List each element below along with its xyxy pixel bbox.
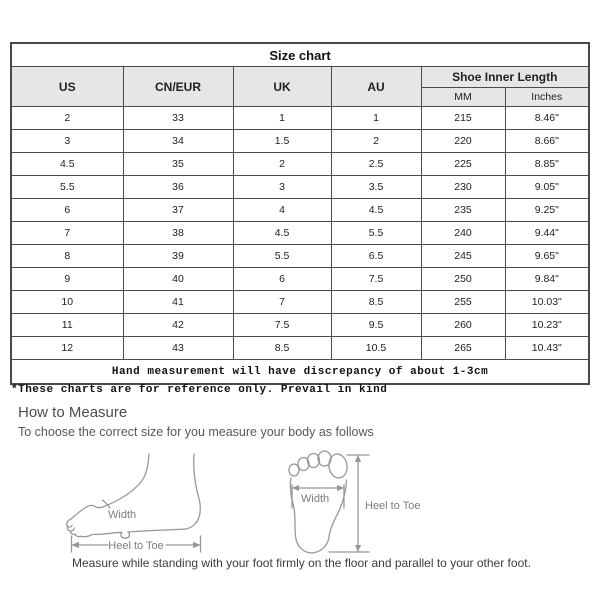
column-header-mm: MM bbox=[421, 88, 505, 107]
size-cell: 235 bbox=[421, 199, 505, 222]
size-cell: 7 bbox=[11, 222, 123, 245]
size-cell: 8.5 bbox=[233, 337, 331, 360]
column-header-inches: Inches bbox=[505, 88, 589, 107]
size-cell: 265 bbox=[421, 337, 505, 360]
how-to-measure-subtitle: To choose the correct size for you measure your body as follows bbox=[18, 425, 374, 439]
size-cell: 10.5 bbox=[331, 337, 421, 360]
size-cell: 5.5 bbox=[331, 222, 421, 245]
table-header-row bbox=[11, 67, 589, 88]
table-row bbox=[11, 337, 589, 360]
table-row bbox=[11, 268, 589, 291]
size-cell: 4.5 bbox=[331, 199, 421, 222]
size-cell: 39 bbox=[123, 245, 233, 268]
table-footer-note: Hand measurement will have discrepancy of about 1-3cm bbox=[11, 360, 589, 385]
size-cell: 43 bbox=[123, 337, 233, 360]
size-cell: 1 bbox=[233, 107, 331, 130]
size-cell: 2 bbox=[331, 130, 421, 153]
size-cell: 6.5 bbox=[331, 245, 421, 268]
size-cell: 9.65" bbox=[505, 245, 589, 268]
top-length-label: Heel to Toe bbox=[365, 500, 421, 512]
size-cell: 225 bbox=[421, 153, 505, 176]
size-cell: 260 bbox=[421, 314, 505, 337]
size-cell: 1 bbox=[331, 107, 421, 130]
column-header-cneur: CN/EUR bbox=[123, 67, 233, 107]
table-row bbox=[11, 245, 589, 268]
size-cell: 240 bbox=[421, 222, 505, 245]
measure-caption: Measure while standing with your foot firmly on the floor and parallel to your other foot. bbox=[72, 556, 531, 570]
size-cell: 35 bbox=[123, 153, 233, 176]
size-cell: 255 bbox=[421, 291, 505, 314]
table-title: Size chart bbox=[11, 43, 589, 67]
size-cell: 38 bbox=[123, 222, 233, 245]
size-cell: 220 bbox=[421, 130, 505, 153]
size-cell: 40 bbox=[123, 268, 233, 291]
size-cell: 5.5 bbox=[233, 245, 331, 268]
size-cell: 9.5 bbox=[331, 314, 421, 337]
size-cell: 33 bbox=[123, 107, 233, 130]
size-cell: 5.5 bbox=[11, 176, 123, 199]
width-arrowhead-left bbox=[292, 485, 299, 491]
size-cell: 41 bbox=[123, 291, 233, 314]
column-header-inner-length: Shoe Inner Length bbox=[421, 67, 589, 88]
size-cell: 8.5 bbox=[331, 291, 421, 314]
column-header-au: AU bbox=[331, 67, 421, 107]
length-arrowhead-top bbox=[355, 455, 361, 462]
size-cell: 12 bbox=[11, 337, 123, 360]
size-cell: 37 bbox=[123, 199, 233, 222]
size-cell: 9.44" bbox=[505, 222, 589, 245]
size-cell: 36 bbox=[123, 176, 233, 199]
table-row bbox=[11, 222, 589, 245]
table-row bbox=[11, 199, 589, 222]
table-row bbox=[11, 291, 589, 314]
size-cell: 245 bbox=[421, 245, 505, 268]
table-row bbox=[11, 153, 589, 176]
size-cell: 7.5 bbox=[331, 268, 421, 291]
size-cell: 42 bbox=[123, 314, 233, 337]
size-cell: 10.43" bbox=[505, 337, 589, 360]
size-cell: 9.25" bbox=[505, 199, 589, 222]
table-title-row bbox=[11, 43, 589, 67]
size-cell: 34 bbox=[123, 130, 233, 153]
column-header-us: US bbox=[11, 67, 123, 107]
size-cell: 2 bbox=[233, 153, 331, 176]
foot-top-view-diagram bbox=[283, 440, 435, 560]
size-cell: 6 bbox=[233, 268, 331, 291]
side-length-label: Heel to Toe bbox=[108, 540, 164, 552]
foot-side-view-diagram bbox=[58, 442, 210, 558]
size-cell: 4 bbox=[233, 199, 331, 222]
foot-side-toes bbox=[67, 519, 92, 537]
size-cell: 8 bbox=[11, 245, 123, 268]
size-rows bbox=[11, 107, 589, 360]
foot-side-sole bbox=[92, 529, 186, 538]
size-cell: 8.85" bbox=[505, 153, 589, 176]
toe-small bbox=[289, 464, 299, 476]
size-cell: 1.5 bbox=[233, 130, 331, 153]
table-row bbox=[11, 107, 589, 130]
size-cell: 9.05" bbox=[505, 176, 589, 199]
arrowhead-right bbox=[193, 542, 201, 549]
reference-note: *These charts are for reference only. Prevail in kind bbox=[11, 384, 388, 396]
length-arrowhead-bottom bbox=[355, 545, 361, 552]
size-cell: 6 bbox=[11, 199, 123, 222]
size-cell: 10.23" bbox=[505, 314, 589, 337]
size-cell: 2 bbox=[11, 107, 123, 130]
size-chart-table bbox=[10, 42, 590, 385]
size-cell: 4.5 bbox=[233, 222, 331, 245]
size-cell: 7.5 bbox=[233, 314, 331, 337]
size-cell: 7 bbox=[233, 291, 331, 314]
size-cell: 10 bbox=[11, 291, 123, 314]
table-row bbox=[11, 314, 589, 337]
table-footer-row bbox=[11, 360, 589, 385]
how-to-measure-heading: How to Measure bbox=[18, 404, 128, 421]
size-cell: 3.5 bbox=[331, 176, 421, 199]
column-header-uk: UK bbox=[233, 67, 331, 107]
size-cell: 230 bbox=[421, 176, 505, 199]
foot-side-heel bbox=[186, 454, 200, 529]
size-cell: 3 bbox=[233, 176, 331, 199]
size-cell: 9 bbox=[11, 268, 123, 291]
width-arrowhead-right bbox=[337, 485, 344, 491]
size-cell: 10.03" bbox=[505, 291, 589, 314]
arrowhead-left bbox=[72, 542, 80, 549]
table-row bbox=[11, 130, 589, 153]
size-cell: 8.66" bbox=[505, 130, 589, 153]
size-cell: 3 bbox=[11, 130, 123, 153]
top-width-label: Width bbox=[301, 493, 330, 505]
size-cell: 4.5 bbox=[11, 153, 123, 176]
size-cell: 250 bbox=[421, 268, 505, 291]
size-cell: 215 bbox=[421, 107, 505, 130]
size-cell: 2.5 bbox=[331, 153, 421, 176]
size-cell: 9.84" bbox=[505, 268, 589, 291]
size-cell: 11 bbox=[11, 314, 123, 337]
size-cell: 8.46" bbox=[505, 107, 589, 130]
table-row bbox=[11, 176, 589, 199]
side-width-label: Width bbox=[108, 509, 137, 521]
